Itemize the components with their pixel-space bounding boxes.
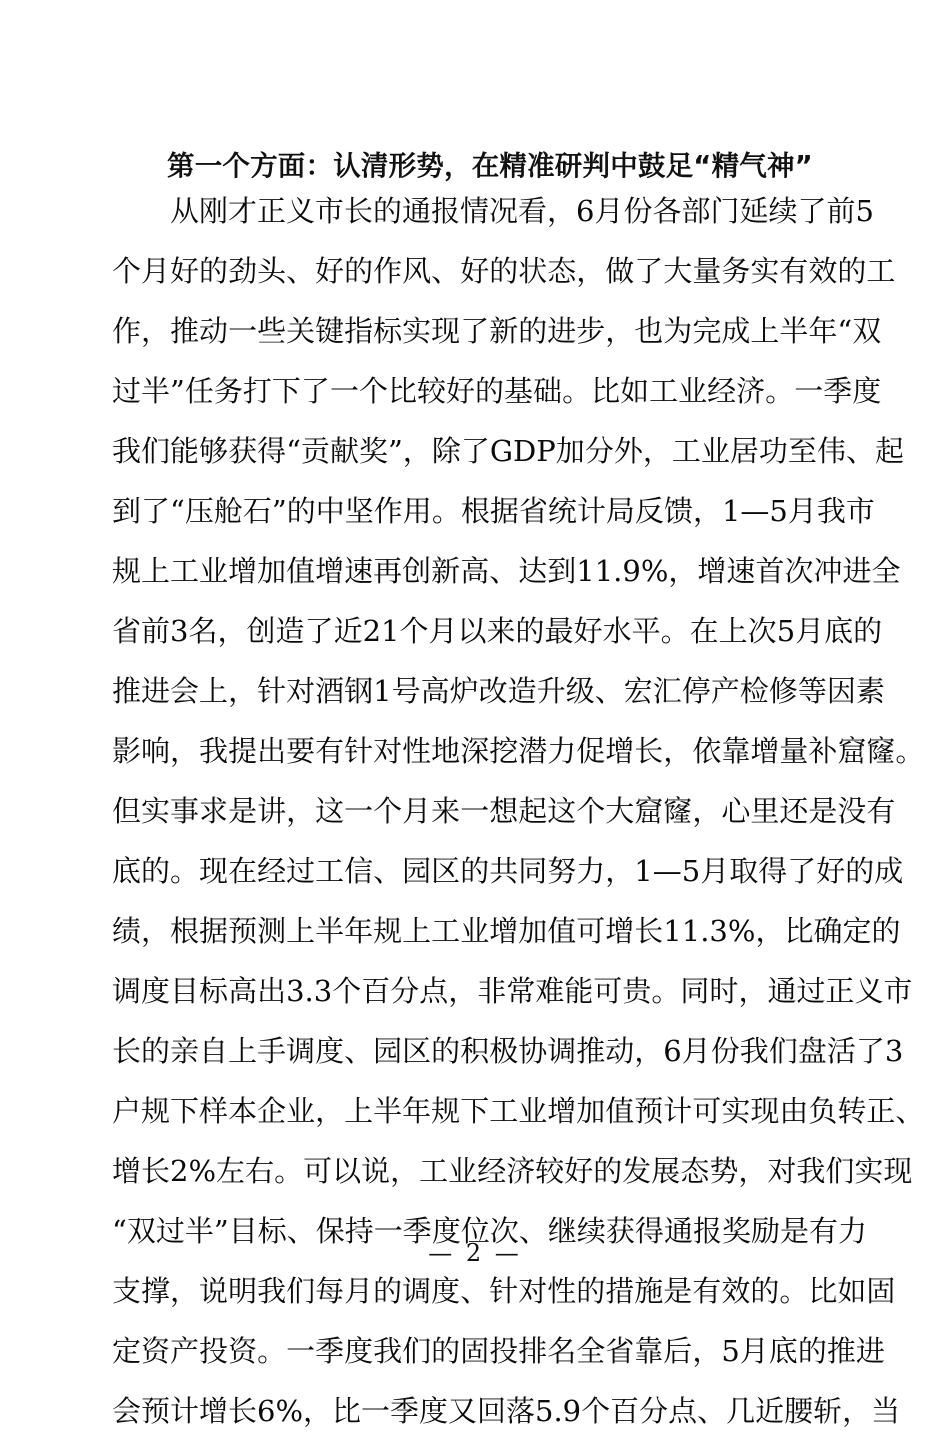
- body-line: 影 响 ， 我 提 出 要 有 针 对 性 地 深 挖 潜 力 促 增 长 ， 依 靠 增 量 补 窟 窿 。: [112, 734, 925, 768]
- body-line: 省 前 3 名 ， 创 造 了 近 2 1 个 月 以 来 的 最 好 水 平 。 在 上 次 5 月 底 的: [112, 614, 883, 648]
- page-number: — 2 —: [428, 1239, 522, 1267]
- body-line: 支 撑 ， 说 明 我 们 每 月 的 调 度 、 针 对 性 的 措 施 是 有 效 的 。 比 如 固: [112, 1274, 896, 1308]
- body-line: 绩 ， 根 据 预 测 上 半 年 规 上 工 业 增 加 值 可 增 长 1 1 . 3 % ， 比 确 定 的: [112, 914, 901, 948]
- body-line: “ 双 过 半 ” 目 标 、 保 持 一 季 度 位 次 、 继 续 获 得 通 报 奖 励 是 有 力: [112, 1214, 868, 1248]
- body-line: 我 们 能 够 获 得 “ 贡 献 奖 ” ， 除 了 G D P 加 分 外 ， 工 业 居 功 至 伟 、 起: [112, 434, 904, 468]
- body-line: 但 实 事 求 是 讲 ， 这 一 个 月 来 一 想 起 这 个 大 窟 窿 ， 心 里 还 是 没 有: [112, 794, 896, 828]
- body-line: 长 的 亲 自 上 手 调 度 、 园 区 的 积 极 协 调 推 动 ， 6 月 份 我 们 盘 活 了 3: [112, 1034, 904, 1068]
- body-line: 增 长 2 % 左 右 。 可 以 说 ， 工 业 经 济 较 好 的 发 展 态 势 ， 对 我 们 实 现: [112, 1154, 913, 1188]
- body-line: 会预计增长6%，比一季度又回落5.9个百分点、几近腰斩，当: [112, 1394, 901, 1428]
- body-line: 到 了 “ 压 舱 石 ” 的 中 坚 作 用 。 根 据 省 统 计 局 反 馈 ， 1 — 5 月 我 市: [112, 494, 875, 528]
- body-line: 推 进 会 上 ， 针 对 酒 钢 1 号 高 炉 改 造 升 级 、 宏 汇 停 产 检 修 等 因 素: [112, 674, 885, 708]
- body-line: 定 资 产 投 资 。 一 季 度 我 们 的 固 投 排 名 全 省 靠 后 ， 5 月 底 的 推 进: [112, 1334, 885, 1368]
- body-line: 规 上 工 业 增 加 值 增 速 再 创 新 高 、 达 到 1 1 . 9 % ， 增 速 首 次 冲 进 全: [112, 554, 901, 588]
- body-line: 从刚才正义市长的通报情况看，6月份各部门延续了前5: [112, 194, 874, 228]
- body-line: 作 ， 推 动 一 些 关 键 指 标 实 现 了 新 的 进 步 ， 也 为 完 成 上 半 年 “ 双: [112, 314, 882, 348]
- body-line: 调 度 目 标 高 出 3 . 3 个 百 分 点 ， 非 常 难 能 可 贵 。 同 时 ， 通 过 正 义 市: [112, 974, 913, 1008]
- body-line: 底 的 。 现 在 经 过 工 信 、 园 区 的 共 同 努 力 ， 1 — 5 月 取 得 了 好 的 成: [112, 854, 904, 888]
- body-line: 过 半 ” 任 务 打 下 了 一 个 比 较 好 的 基 础 。 比 如 工 业 经 济 。 一 季 度: [112, 374, 882, 408]
- page-heading: 第一个方面：认清形势，在精准研判中鼓足“精气神”: [167, 150, 813, 183]
- body-line: 户 规 下 样 本 企 业 ， 上 半 年 规 下 工 业 增 加 值 预 计 可 实 现 由 负 转 正 、: [112, 1094, 925, 1128]
- body-line: 个 月 好 的 劲 头 、 好 的 作 风 、 好 的 状 态 ， 做 了 大 量 务 实 有 效 的 工: [112, 254, 896, 288]
